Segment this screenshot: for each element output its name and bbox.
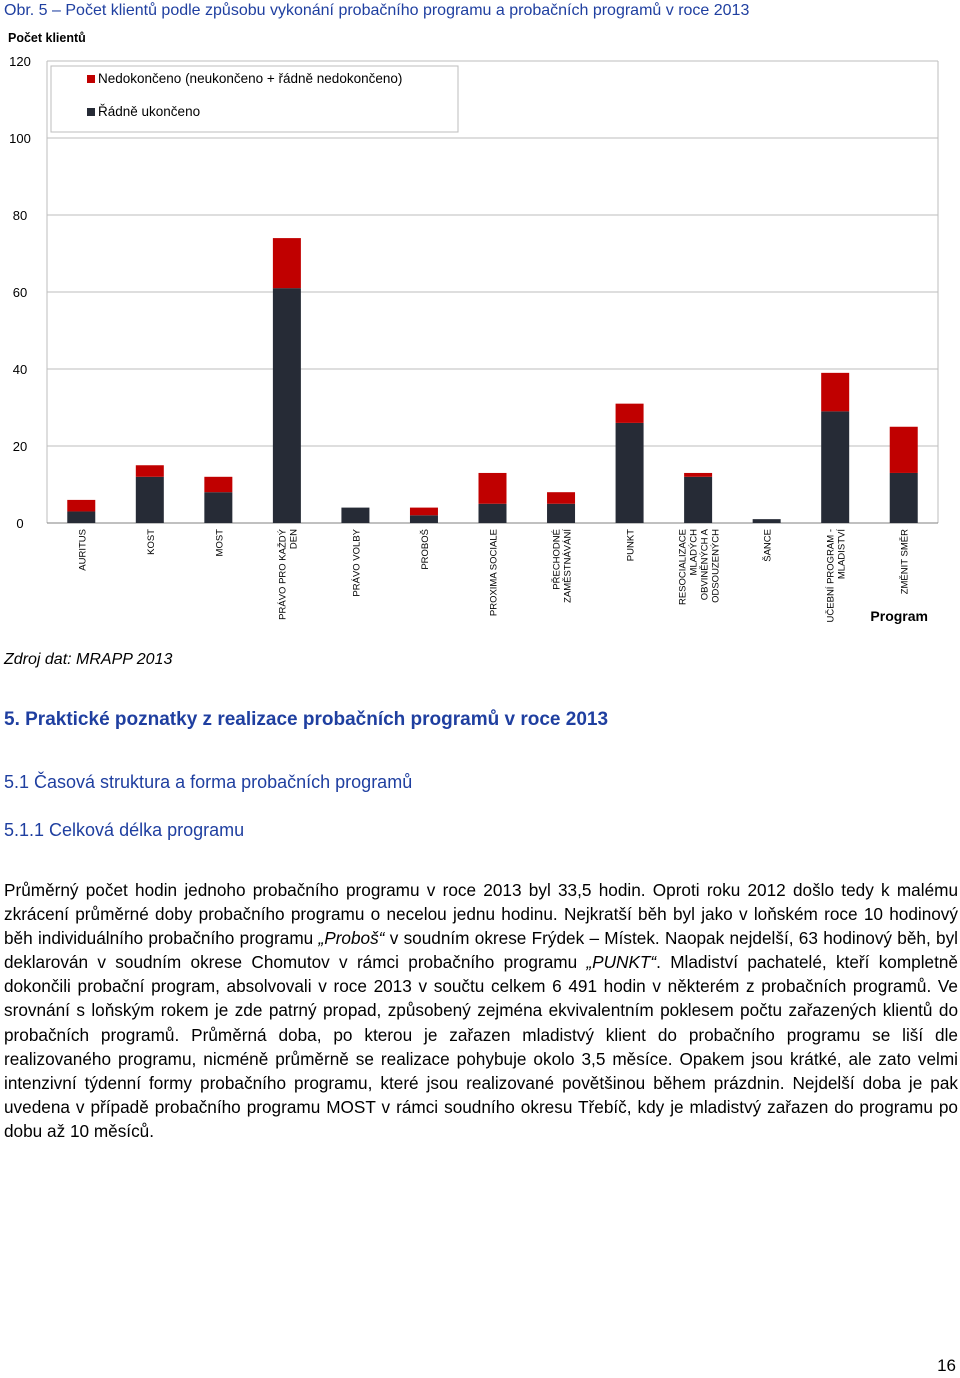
legend-swatch bbox=[87, 108, 95, 116]
bar-segment-not-completed bbox=[273, 238, 301, 288]
bar-segment-not-completed bbox=[67, 500, 95, 512]
category-label: PRÁVO PRO KAŽDÝ bbox=[277, 529, 289, 620]
category-label: KOST bbox=[145, 529, 157, 555]
paragraph-text: Průměrný počet hodin jednoho probačního programu v roce 2013 byl 33,5 hodin. Oproti roku 2012 došlo tedy k malému zkrácení průměrné doby probačního programu o necelou jednu hodinu. Nejkratší běh byl jako v loňském roce 10 hodinový běh individuálního probačního programu bbox=[4, 880, 958, 949]
legend-label: Řádně ukončeno bbox=[98, 104, 201, 119]
category-label: PUNKT bbox=[625, 529, 637, 562]
body-paragraph bbox=[4, 878, 958, 1143]
x-axis-label: Program bbox=[870, 608, 928, 624]
bar-segment-completed bbox=[753, 519, 781, 523]
bar-segment-not-completed bbox=[136, 465, 164, 477]
data-source: Zdroj dat: MRAPP 2013 bbox=[4, 651, 173, 668]
bar-segment-not-completed bbox=[684, 473, 712, 477]
bar-segment-not-completed bbox=[410, 508, 438, 516]
subsubsection-heading: 5.1.1 Celková délka programu bbox=[4, 820, 245, 840]
subsection-heading: 5.1 Časová struktura a forma probačních programů bbox=[4, 772, 413, 792]
category-label: PROXIMA SOCIALE bbox=[488, 529, 500, 617]
category-label: PRÁVO VOLBY bbox=[351, 529, 363, 597]
chart-legend bbox=[51, 66, 458, 132]
category-label: MLADISTVÍ bbox=[836, 529, 848, 580]
bar-segment-completed bbox=[479, 504, 507, 523]
bar-segment-not-completed bbox=[547, 492, 575, 504]
category-label: UČEBNÍ PROGRAM - bbox=[825, 529, 837, 623]
bar-segment-not-completed bbox=[616, 404, 644, 423]
category-label: MOST bbox=[214, 529, 226, 557]
bar-segment-completed bbox=[616, 423, 644, 523]
y-axis-label: Počet klientů bbox=[8, 31, 86, 45]
bar-segment-completed bbox=[204, 492, 232, 523]
bar-segment-completed bbox=[821, 411, 849, 523]
section-heading: 5. Praktické poznatky z realizace probačních programů v roce 2013 bbox=[4, 709, 609, 730]
bar-segment-completed bbox=[890, 473, 918, 523]
category-label: MLADÝCH bbox=[688, 529, 700, 576]
bar-segment-completed bbox=[273, 288, 301, 523]
legend-swatch bbox=[87, 75, 95, 83]
category-label: DEN bbox=[288, 529, 300, 550]
bar-segment-completed bbox=[547, 504, 575, 523]
bar-segment-not-completed bbox=[890, 427, 918, 473]
legend-label: Nedokončeno (neukončeno + řádně nedokončeno) bbox=[98, 71, 403, 86]
bar-segment-not-completed bbox=[479, 473, 507, 504]
bar-segment-completed bbox=[410, 515, 438, 523]
category-label: OBVINĚNÝCH A bbox=[699, 529, 711, 601]
category-label: ZAMĚSTNÁVÁNÍ bbox=[562, 529, 574, 603]
category-label: PROBOŠ bbox=[419, 529, 431, 570]
figure-caption: Obr. 5 – Počet klientů podle způsobu vykonání probačního programu a probačních programů v roce 2013 bbox=[4, 2, 750, 19]
category-label: ZMĚNIT SMĚR bbox=[899, 529, 911, 595]
paragraph-text: v soudním okrese Frýdek – Místek. Naopak nejdelší, 63 hodinový běh, byl deklarován v soudním okrese Chomutov v rámci probačního programu bbox=[4, 928, 958, 973]
paragraph-text: . Mladiství pachatelé, kteří kompletně dokončili probační program, absolvovali v roce 2013 v součtu celkem 6 491 hodin v některém z probačních programů. Ve srovnání s loňským rokem je zde patrný propad, způsobený zejména ekvivalentním poklesem počtu zařazených klientů do probačních programů. Průměrná doba, po kterou je zařazen mladistvý klient do probačního programu se liší dle realizovaného programu, nicméně průměrně se realizace pohybuje okolo 3,5 měsíce. Opakem jsou krátké, ale zato velmi intenzivní týdenní formy probačního programu, které jsou realizované povětšinou během prázdnin. Nejdelší doba je pak uvedena v případě probačního programu MOST v rámci soudního okresu Třebíč, kdy je mladistvý zařazen do programu po dobu až 10 měsíců. bbox=[4, 952, 958, 1141]
y-tick-label: 20 bbox=[12, 439, 28, 454]
y-tick-label: 0 bbox=[16, 516, 24, 531]
stacked-bar-chart bbox=[0, 28, 960, 638]
bar-segment-completed bbox=[684, 477, 712, 523]
category-label: RESOCIALIZACE bbox=[677, 529, 689, 606]
category-label: AURITUS bbox=[77, 529, 89, 571]
y-tick-label: 40 bbox=[12, 362, 28, 377]
category-label: ODSOUZENÝCH bbox=[710, 529, 722, 603]
y-tick-label: 100 bbox=[9, 131, 31, 146]
y-tick-labels bbox=[9, 54, 31, 531]
category-label: PŘECHODNÉ bbox=[551, 529, 563, 590]
category-label: ŠANCE bbox=[762, 529, 774, 562]
y-tick-label: 60 bbox=[12, 285, 28, 300]
category-labels bbox=[77, 528, 910, 622]
page-number: 16 bbox=[937, 1356, 956, 1375]
program-name-proboš: „Proboš“ bbox=[318, 928, 385, 949]
bars bbox=[67, 238, 917, 523]
y-tick-label: 80 bbox=[12, 208, 28, 223]
bar-segment-completed bbox=[136, 477, 164, 523]
bar-segment-not-completed bbox=[204, 477, 232, 492]
y-tick-label: 120 bbox=[9, 54, 31, 69]
bar-segment-not-completed bbox=[821, 373, 849, 412]
bar-segment-completed bbox=[341, 508, 369, 523]
bar-segment-completed bbox=[67, 511, 95, 523]
program-name-punkt: „PUNKT“ bbox=[586, 952, 657, 973]
